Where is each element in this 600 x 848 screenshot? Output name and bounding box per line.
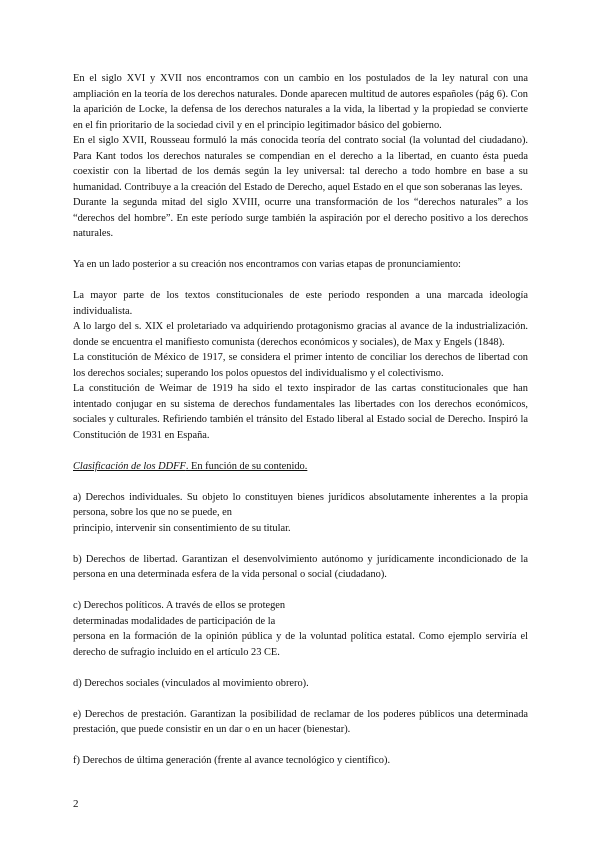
spacer [73, 536, 528, 552]
heading-rest: . En función de su contenido. [185, 460, 308, 472]
item-c-line-2: determinadas modalidades de participación de la [73, 615, 276, 627]
paragraph-individualista: La mayor parte de los textos constitucionales de este periodo responden a una marcada ideología individualista. [73, 290, 528, 317]
spacer [73, 242, 528, 258]
spacer [73, 691, 528, 707]
spacer [73, 583, 528, 599]
paragraph-intro-etapas: Ya en un lado posterior a su creación nos encontramos con varias etapas de pronunciamiento: [73, 259, 461, 270]
heading-italic: Clasificación de los DDFF [73, 460, 186, 472]
item-f-ultima-generacion: f) Derechos de última generación (frente al avance tecnológico y científico). [73, 755, 391, 766]
page-content [73, 71, 528, 769]
paragraph-derechos-hombre: Durante la segunda mitad del siglo XVIII, ocurre una transformación de los “derechos naturales” a los “derechos del hombre”. En este período surge también la aspiración por el derecho positivo a los derechos naturales. [73, 197, 528, 239]
page-number: 2 [73, 798, 79, 810]
item-c-line-3: persona en la formación de la opinión pública y de la voluntad política estatal. Como ejemplo serviría el derecho de sufragio incluido en el artículo 23 CE. [73, 631, 528, 658]
spacer [73, 660, 528, 676]
item-d-sociales: d) Derechos sociales (vinculados al movimiento obrero). [73, 677, 309, 689]
paragraph-weimar-1919: La constitución de Weimar de 1919 ha sido el texto inspirador de las cartas constitucionales que han intentado conjugar en su sistema de derechos fundamentales las libertades con los derechos económicos, sociales y culturales. Refiriendo también el tránsito del Estado liberal al Estado social de Derecho. Inspiró la Constitución de 1931 en España. [73, 383, 528, 441]
paragraph-rousseau-kant: En el siglo XVII, Rousseau formuló la más conocida teoría del contrato social (la voluntad del ciudadano). Para Kant todos los derechos naturales se compendian en el derecho a la libertad, en cuanto ésta pueda coexistir con la libertad de los demás según la ley universal: tal derecho a todo hombre en base a su humanidad. Contribuye a la creación del Estado de Derecho, aquel Estado en el que son soberanas las leyes. [73, 135, 528, 193]
spacer [73, 738, 528, 754]
item-c-line-1: c) Derechos políticos. A través de ellos se protegen [73, 600, 286, 611]
spacer [73, 474, 528, 490]
item-a-line-2: principio, intervenir sin consentimiento de su titular. [73, 522, 291, 534]
spacer [73, 443, 528, 459]
item-b-libertad: b) Derechos de libertad. Garantizan el desenvolvimiento autónomo y jurídicamente incondicionado de la persona en una determinada esfera de la vida personal o social (ciudadano). [73, 553, 528, 580]
item-a-line-1: a) Derechos individuales. Su objeto lo constituyen bienes jurídicos absolutamente inherentes a la propia persona, sobre los que no se puede, en [73, 491, 528, 518]
paragraph-siglo-xix: A lo largo del s. XIX el proletariado va adquiriendo protagonismo gracias al avance de la industrialización. donde se encuentra el manifiesto comunista (derechos económicos y sociales), de Max y Engels (1848). [73, 321, 528, 348]
paragraph-mexico-1917: La constitución de México de 1917, se considera el primer intento de conciliar los derechos de libertad con los derechos sociales; superando los polos opuestos del individualismo y el colectivismo. [73, 352, 528, 379]
section-heading-clasificacion [73, 459, 528, 475]
spacer [73, 273, 528, 289]
paragraph-locke: En el siglo XVI y XVII nos encontramos con un cambio en los postulados de la ley natural con una ampliación en la teoría de los derechos naturales. Donde aparecen multitud de autores españoles (pág 6). Con la aparición de Locke, la defensa de los derechos naturales a la vida, la libertad y la propiedad se convierte en el fin prioritario de la sociedad civil y en el principio legitimador básico del gobierno. [73, 73, 528, 131]
item-e-prestacion: e) Derechos de prestación. Garantizan la posibilidad de reclamar de los poderes públicos una determinada prestación, que puede consistir en un dar o en un hacer (bienestar). [73, 708, 528, 735]
